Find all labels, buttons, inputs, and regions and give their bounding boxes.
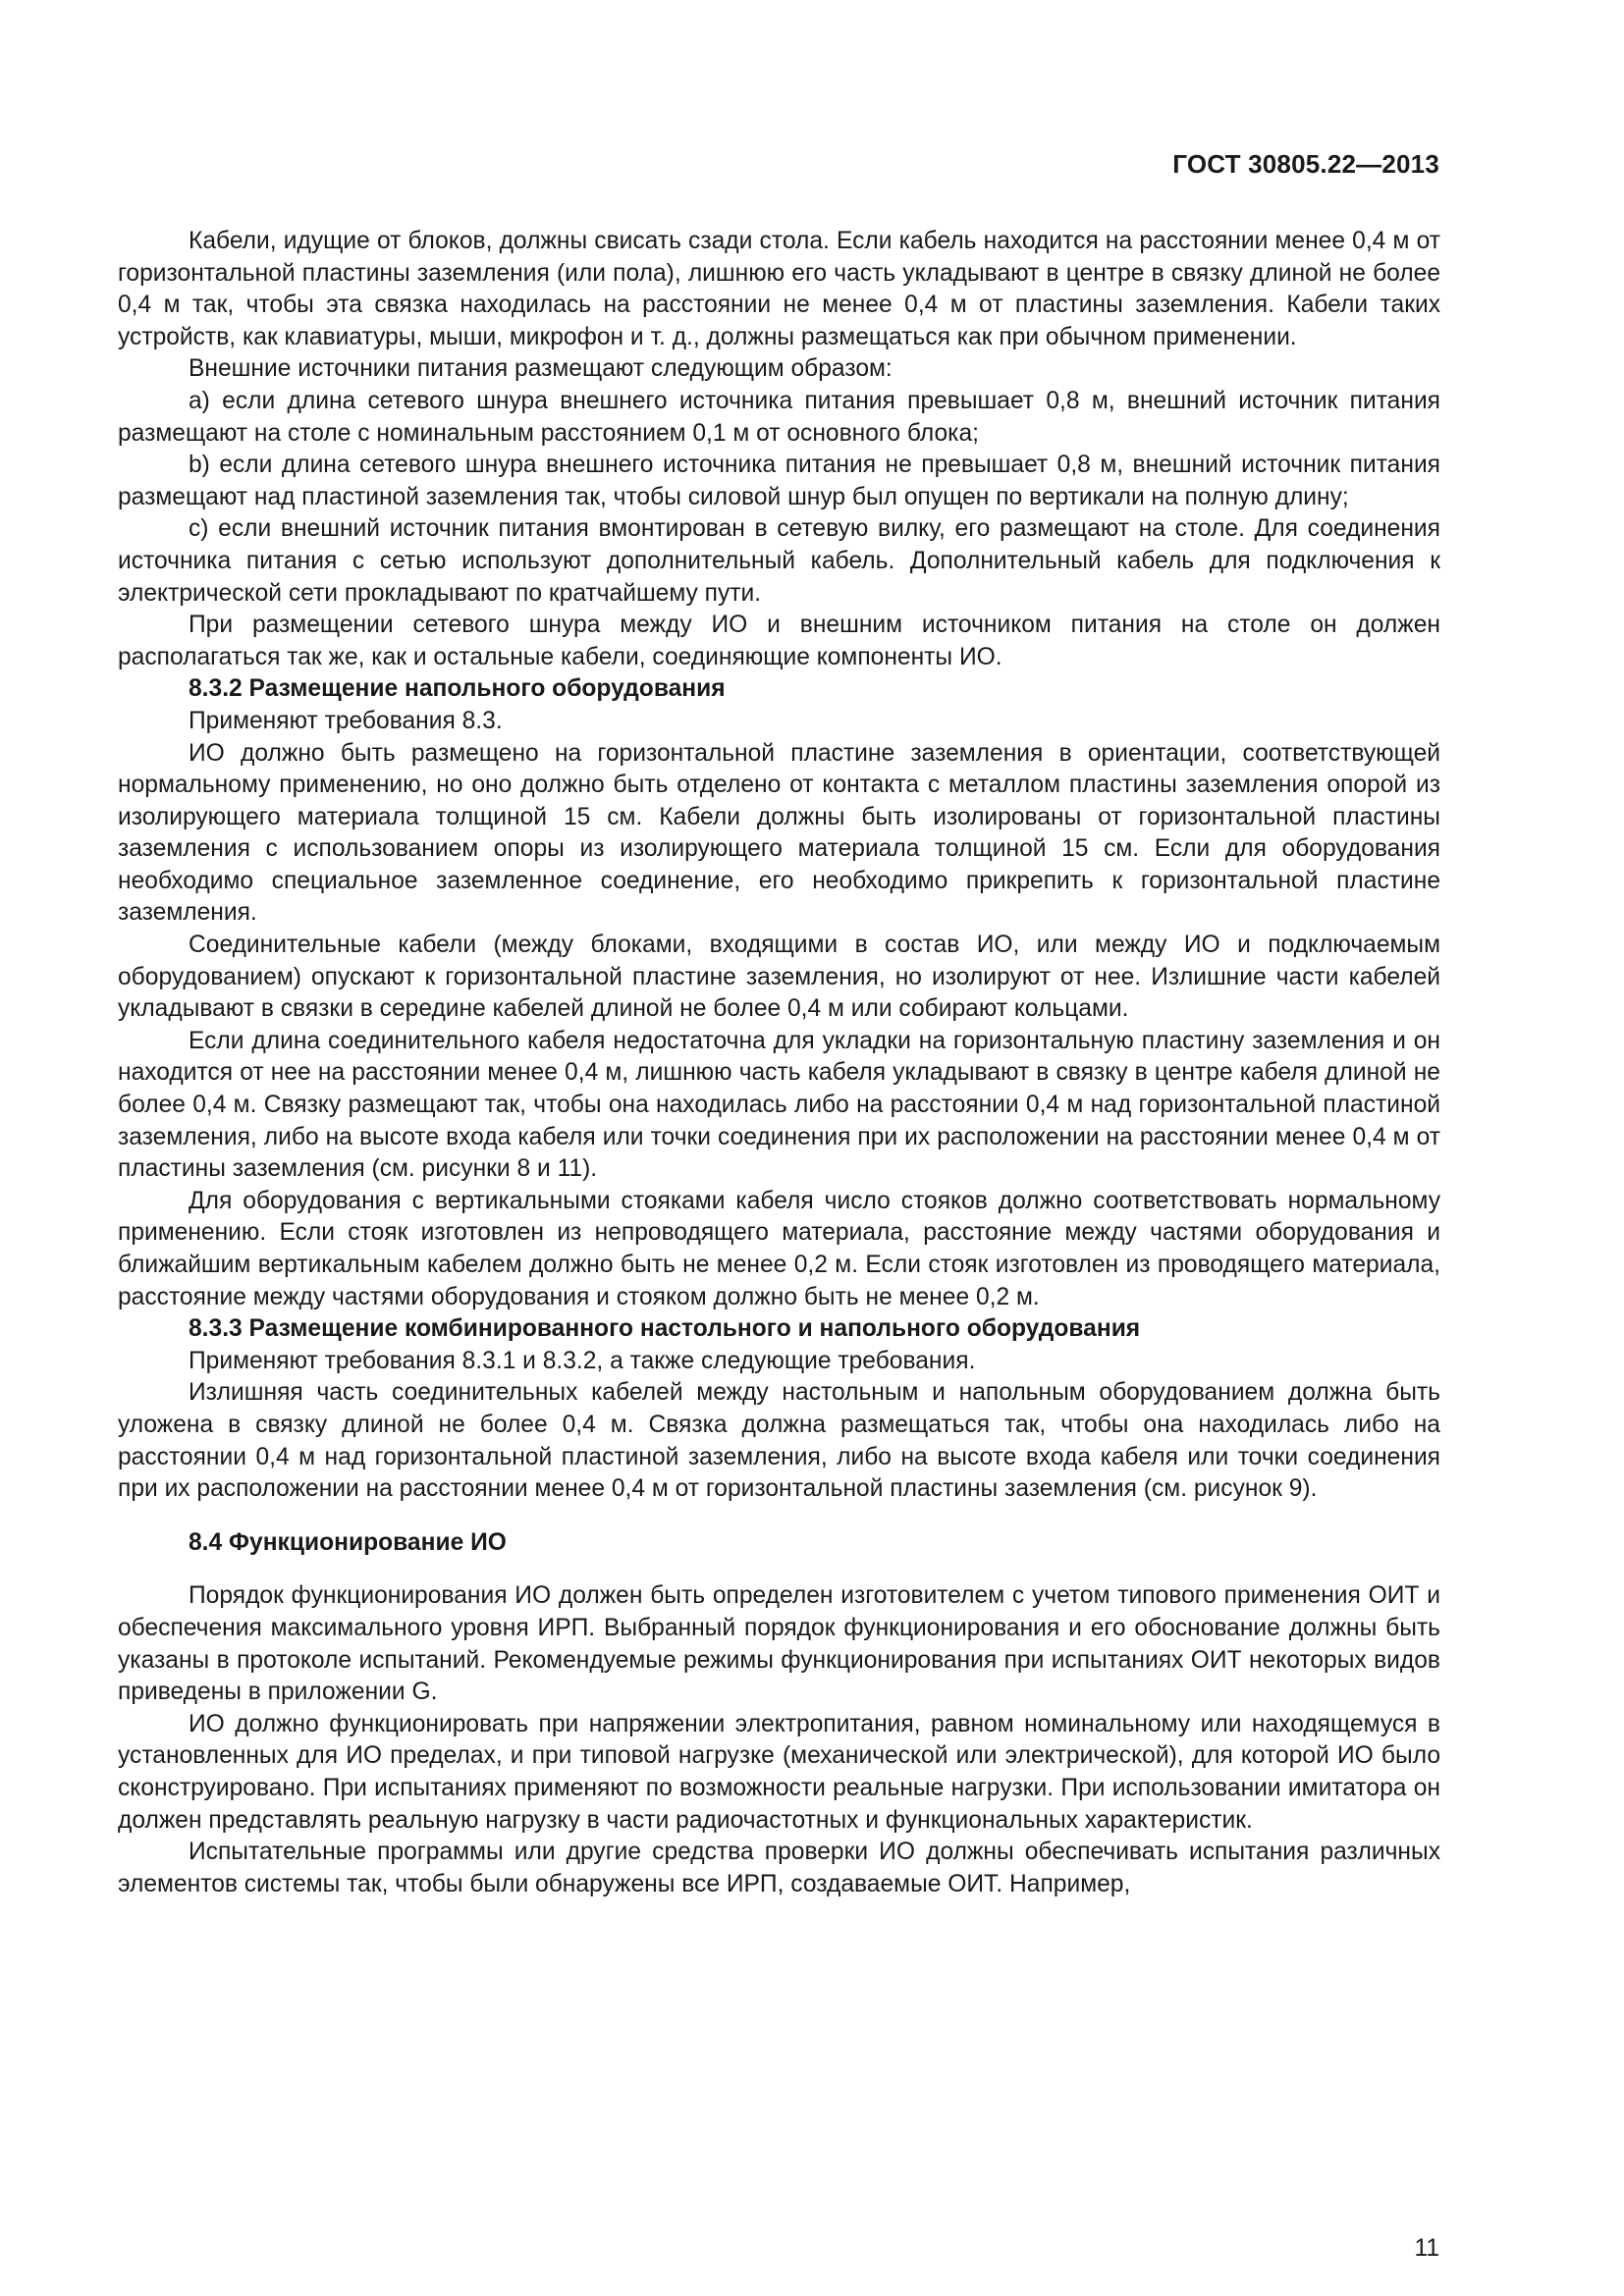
page-number: 11 xyxy=(1414,2235,1439,2262)
standard-designation: ГОСТ 30805.22—2013 xyxy=(1172,149,1439,179)
paragraph: ИО должно функционировать при напряжении электропитания, равном номинальному или находящемуся в установленных для ИО пределах, и при типовой нагрузке (механической или электрической), для которой ИО было сконструировано. При испытаниях применяют по возможности реальные нагрузки. При использовании имитатора он должен представлять реальную нагрузку в части радиочастотных и функциональных характеристик. xyxy=(118,1710,1440,1834)
paragraph: Кабели, идущие от блоков, должны свисать сзади стола. Если кабель находится на расстоянии менее 0,4 м от горизонтальной пластины заземления (или пола), лишнюю его часть укладывают в центре в связку длиной не более 0,4 м так, чтобы эта связка находилась на расстоянии не менее 0,4 м от пластины заземления. Кабели таких устройств, как клавиатуры, мыши, микрофон и т. д., должны размещаться как при обычном применении. xyxy=(118,228,1440,350)
subsection-heading: 8.3.2 Размещение напольного оборудования xyxy=(189,675,726,703)
section-heading: 8.4 Функционирование ИО xyxy=(189,1528,507,1556)
paragraph: Если длина соединительного кабеля недостаточна для укладки на горизонтальную пластину заземления и он находится от нее на расстоянии менее 0,4 м, лишнюю часть кабеля укладывают в связку в центре кабеля длиной не более 0,4 м. Связку размещают так, чтобы она находилась либо на расстоянии 0,4 м над горизонтальной пластиной заземления, либо на высоте входа кабеля или точки соединения при их расположении на расстоянии менее 0,4 м от пластины заземления (см. рисунки 8 и 11). xyxy=(118,1027,1440,1183)
paragraph: Внешние источники питания размещают следующим образом: xyxy=(189,355,893,383)
paragraph: Соединительные кабели (между блоками, входящими в состав ИО, или между ИО и подключаемым оборудованием) опускают к горизонтальной пластине заземления, но изолируют от нее. Излишние части кабелей укладывают в связки в середине кабелей длиной не более 0,4 м или собирают кольцами. xyxy=(118,932,1440,1023)
paragraph: ИО должно быть размещено на горизонтальной пластине заземления в ориентации, соответствующей нормальному применению, но оно должно быть отделено от контакта с металлом пластины заземления опорой из изолирующего материала толщиной 15 см. Кабели должны быть изолированы от горизонтальной пластины заземления с использованием опоры из изолирующего материала толщиной 15 см. Если для оборудования необходимо специальное заземленное соединение, его необходимо прикрепить к горизонтальной пластине заземления. xyxy=(118,739,1440,927)
paragraph: c) если внешний источник питания вмонтирован в сетевую вилку, его размещают на столе. Для соединения источника питания с сетью используют дополнительный кабель. Дополнительный кабель для подключения к электрической сети прокладывают по кратчайшему пути. xyxy=(118,515,1440,607)
paragraph: Применяют требования 8.3.1 и 8.3.2, а также следующие требования. xyxy=(189,1347,976,1374)
paragraph: b) если длина сетевого шнура внешнего источника питания не превышает 0,8 м, внешний источник питания размещают над пластиной заземления так, чтобы силовой шнур был опущен по вертикали на полную длину; xyxy=(118,452,1440,510)
paragraph: Применяют требования 8.3. xyxy=(189,707,503,734)
subsection-heading: 8.3.3 Размещение комбинированного настольного и напольного оборудования xyxy=(189,1315,1141,1343)
paragraph: При размещении сетевого шнура между ИО и внешним источником питания на столе он должен располагаться так же, как и остальные кабели, соединяющие компоненты ИО. xyxy=(118,612,1440,670)
document-body xyxy=(118,226,1440,1900)
paragraph: Излишняя часть соединительных кабелей между настольным и напольным оборудованием должна быть уложена в связку длиной не более 0,4 м. Связка должна размещаться так, чтобы она находилась либо на расстоянии 0,4 м над горизонтальной пластиной заземления, либо на высоте входа кабеля или точки соединения при их расположении на расстоянии менее 0,4 м от горизонтальной пластины заземления (см. рисунок 9). xyxy=(118,1379,1440,1503)
paragraph: Для оборудования с вертикальными стояками кабеля число стояков должно соответствовать нормальному применению. Если стояк изготовлен из непроводящего материала, расстояние между частями оборудования и ближайшим вертикальным кабелем должно быть не менее 0,2 м. Если стояк изготовлен из проводящего материала, расстояние между частями оборудования и стояком должно быть не менее 0,2 м. xyxy=(118,1187,1440,1310)
paragraph: a) если длина сетевого шнура внешнего источника питания превышает 0,8 м, внешний источник питания размещают на столе с номинальным расстоянием 0,1 м от основного блока; xyxy=(118,387,1440,447)
paragraph: Порядок функционирования ИО должен быть определен изготовителем с учетом типового применения ОИТ и обеспечения максимального уровня ИРП. Выбранный порядок функционирования и его обоснование должны быть указаны в протоколе испытаний. Рекомендуемые режимы функционирования при испытаниях ОИТ некоторых видов приведены в приложении G. xyxy=(118,1582,1440,1706)
paragraph: Испытательные программы или другие средства проверки ИО должны обеспечивать испытания различных элементов системы так, чтобы были обнаружены все ИРП, создаваемые ОИТ. Например, xyxy=(118,1839,1440,1897)
